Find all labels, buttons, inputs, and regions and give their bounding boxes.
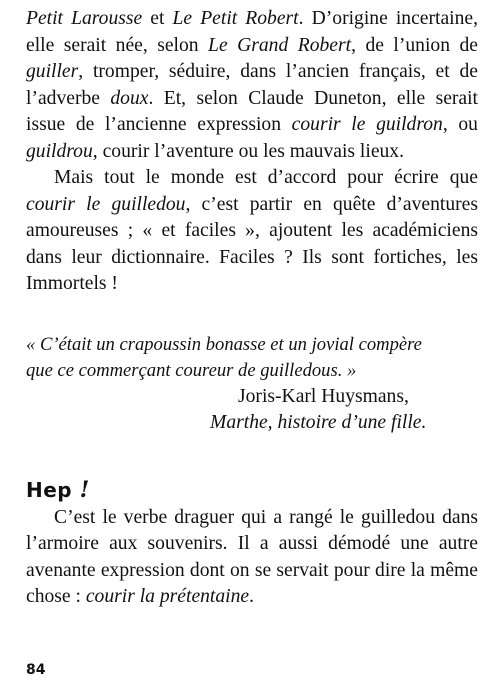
quote-work: Marthe, histoire d’une fille. [210, 412, 427, 433]
text-span: , de l’union de [351, 34, 478, 56]
literary-quote [26, 332, 478, 437]
text-span: , c’est partir en quête d’aventures amoureuses ; « et faciles », ajoutent les académiciens dans leur dictionnaire. Faciles ? Ils sont fortiches, les Immortels ! [26, 193, 478, 294]
ref-grand-robert: Le Grand Robert [208, 34, 352, 56]
page-number: 84 [26, 662, 46, 678]
paragraph-origin [26, 6, 478, 165]
text-span: . Et, selon Claude Duneton, elle serait issue de l’ancienne expression [26, 87, 479, 135]
text-span: et [142, 8, 173, 29]
hep-word: Hep [26, 477, 73, 502]
text-span: C’est le verbe draguer qui a rangé le guilledou dans l’armoire aux souvenirs. Il a aussi démodé une autre avenante expression dont on se servait pour dire la même chose : [26, 506, 478, 607]
term-courir-la-pretentaine: courir la prétentaine [85, 586, 250, 607]
page-content [26, 6, 478, 611]
quote-line-1: « C’était un crapoussin bonasse et un jovial compère [26, 333, 422, 355]
hep-heading [26, 477, 478, 503]
term-doux: doux [110, 87, 149, 109]
term-guildrou: guildrou [26, 140, 93, 162]
text-span: Mais tout le monde est d’accord pour écrire que [54, 167, 478, 188]
ref-petit-robert: Le Petit Robert [172, 8, 299, 29]
paragraph-meaning [26, 165, 478, 298]
term-guiller: guiller [26, 61, 79, 82]
text-span: , tromper, séduire, dans l’ancien français, et de l’adverbe [26, 61, 478, 109]
quote-author: Joris-Karl Huysmans, [238, 385, 409, 407]
text-span: . D’origine incertaine, elle serait née, selon [26, 8, 479, 56]
text-span: , courir l’aventure ou les mauvais lieux. [92, 140, 405, 162]
ref-petit-larousse: Petit Larousse [26, 8, 143, 29]
term-courir-le-guildron: courir le guildron [291, 114, 443, 135]
quote-line-2: que ce commerçant coureur de guilledous. » [26, 359, 357, 381]
text-span: . [249, 586, 255, 607]
term-courir-le-guilledou: courir le guilledou [26, 193, 186, 215]
paragraph-hep [26, 505, 478, 611]
hep-exclamation: ! [79, 476, 90, 503]
text-span: , ou [442, 114, 478, 135]
